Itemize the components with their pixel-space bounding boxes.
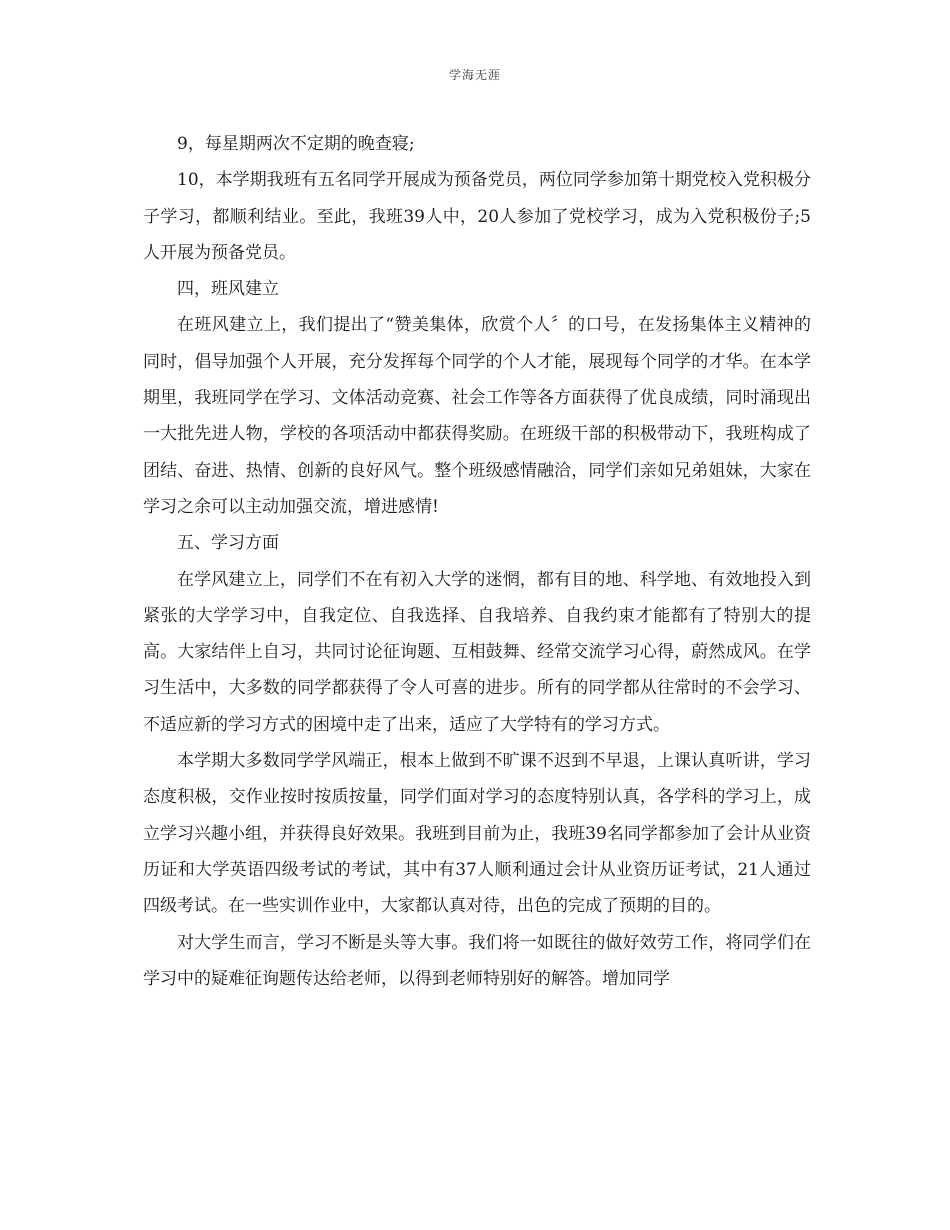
page-header: 学海无涯 (448, 68, 501, 82)
paragraph-study-results: 本学期大多数同学学风端正，根本上做到不旷课不迟到不早退，上课认真听讲，学习态度积极，交作业按时按质按量，同学们面对学习的态度特别认真，各学科的学习上，成立学习兴趣小组，并获得良好效果。我班到目前为止，我班39名同学都参加了会计从业资历证和大学英语四级考试的考试，其中有37人顺利通过会计从业资历证考试，21人通过四级考试。在一些实训作业中，大家都认真对待，出色的完成了预期的目的。 (143, 751, 811, 917)
paragraph-study-priority: 对大学生而言，学习不断是头等大事。我们将一如既往的做好效劳工作，将同学们在学习中的疑难征询题传达给老师，以得到老师特别好的解答。增加同学 (143, 932, 811, 989)
paragraph-study-style: 在学风建立上，同学们不在有初入大学的迷惘，都有目的地、科学地、有效地投入到紧张的大学学习中，自我定位、自我选择、自我培养、自我约束才能都有了特别大的提高。大家结伴上自习，共同讨论征询题、互相鼓舞、经常交流学习心得，蔚然成风。在学习生活中，大多数的同学都获得了令人可喜的进步。所有的同学都从往常时的不会学习、不适应新的学习方式的困境中走了出来，适应了大学特有的学习方式。 (143, 569, 811, 735)
section-heading-class-style: 四，班风建立 (177, 279, 279, 300)
document-body (143, 126, 811, 997)
paragraph-item-9: 9，每星期两次不定期的晚查寝; (177, 134, 415, 154)
paragraph-item-10: 10，本学期我班有五名同学开展成为预备党员，两位同学参加第十期党校入党积极分子学习，都顺利结业。至此，我班39人中，20人参加了党校学习，成为入党积极份子;5人开展为预备党员。 (143, 170, 811, 263)
paragraph-class-style: 在班风建立上，我们提出了“赞美集体，欣赏个人〞的口号，在发扬集体主义精神的同时，倡导加强个人开展，充分发挥每个同学的个人才能，展现每个同学的才华。在本学期里，我班同学在学习、文体活动竞赛、社会工作等各方面获得了优良成绩，同时涌现出一大批先进人物，学校的各项活动中都获得奖励。在班级干部的积极带动下，我班构成了团结、奋进、热情、创新的良好风气。整个班级感情融洽，同学们亲如兄弟姐妹，大家在学习之余可以主动加强交流，增进感情! (143, 315, 811, 517)
section-heading-study: 五、学习方面 (177, 533, 279, 554)
